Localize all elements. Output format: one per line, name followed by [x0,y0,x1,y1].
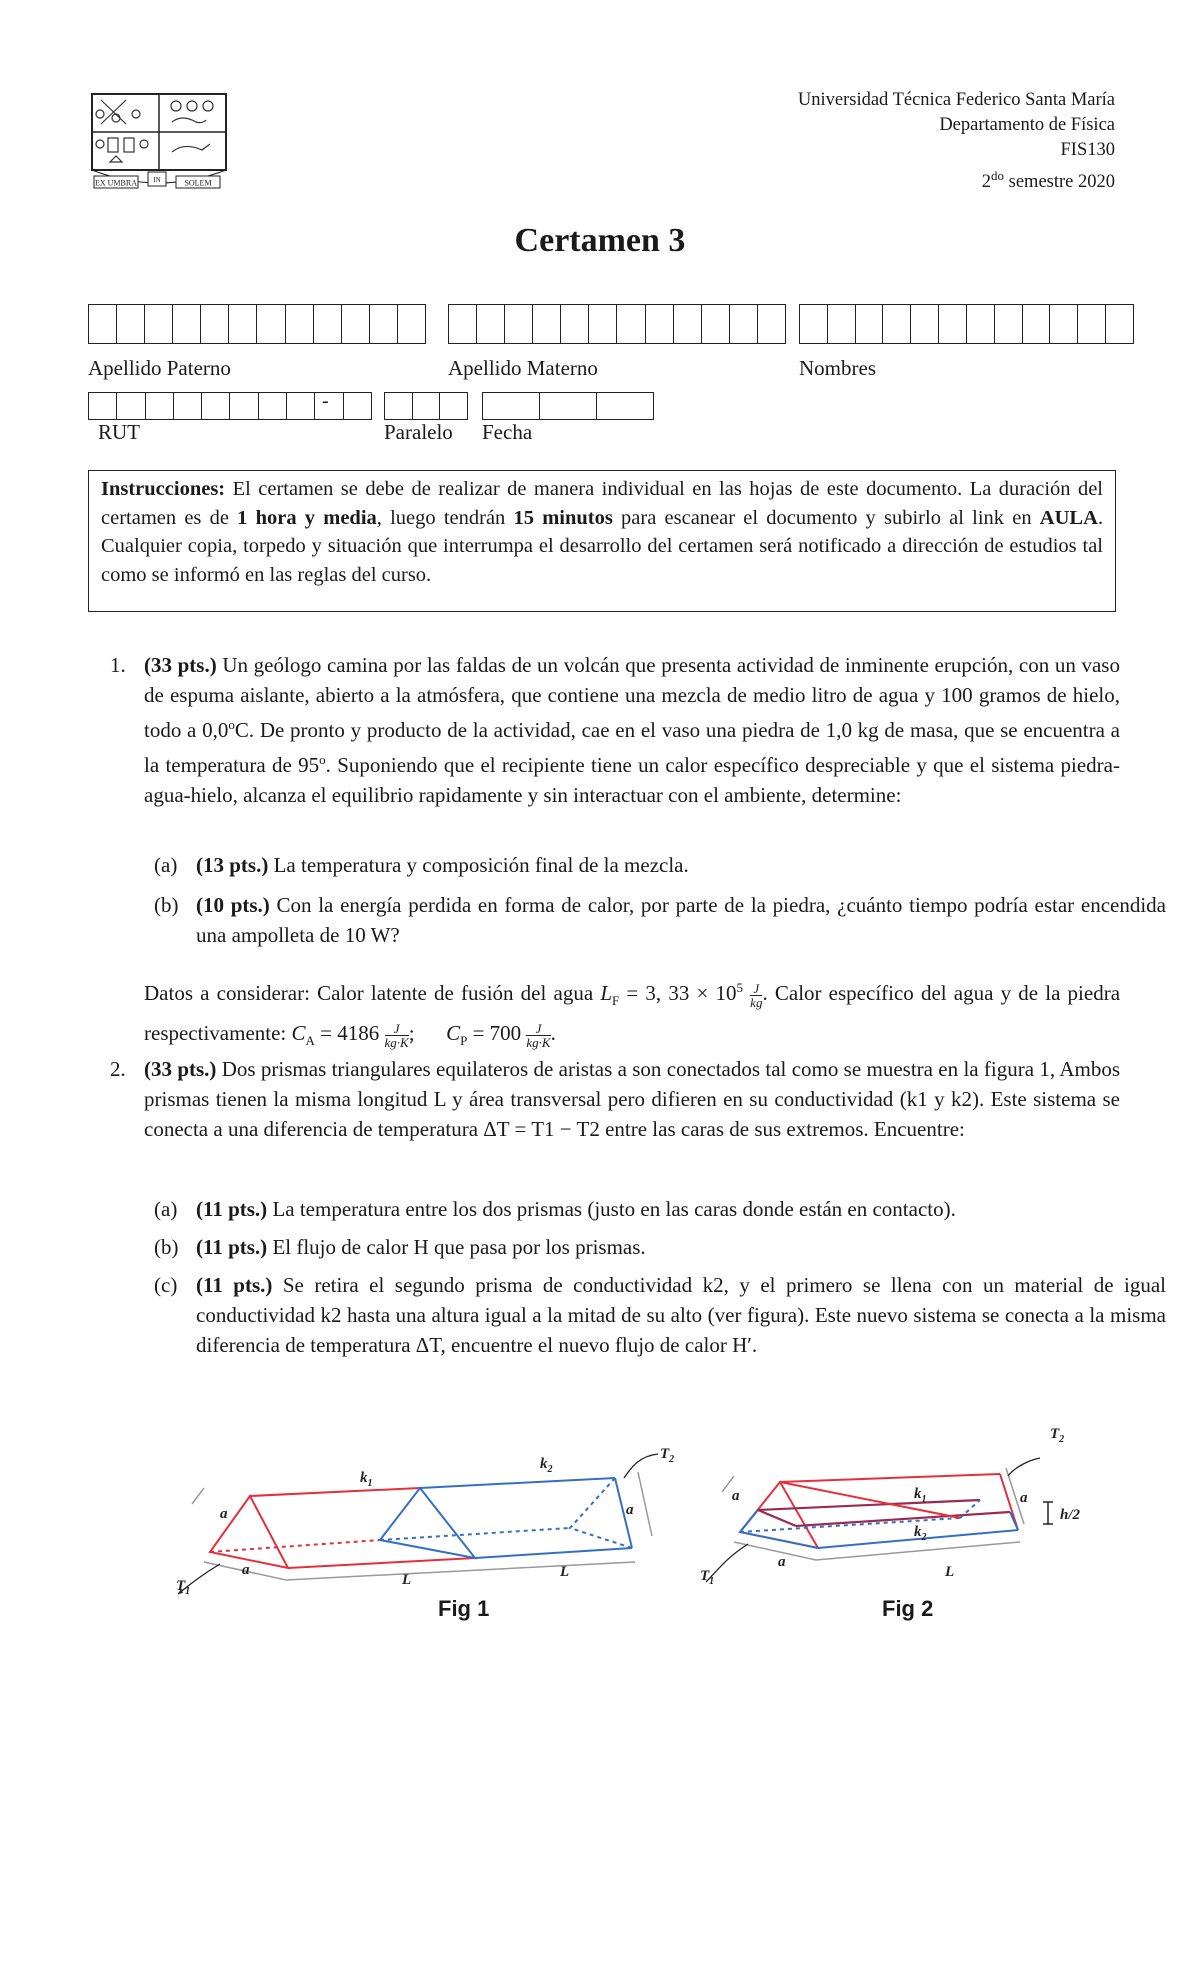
fig1-a-left-label: a [220,1506,228,1522]
fig2-h2-label: h/2 [1060,1507,1081,1523]
semester: $2^{do}$ semestre 2020 [981,168,1115,193]
apellido-paterno-label: Apellido Paterno [88,356,231,380]
instructions-box: Instrucciones: El certamen se debe de realizar de manera individual en las hojas de este documento. La duración del certamen es de 1 hora y media, luego tendrán 15 minutos para escanear el documento y subirlo al link en AULA. Cualquier copia, torpedo y situación que interrumpa el desarrollo del certamen será notificado a dirección de estudios tal como se informó en las reglas del curso. [88,470,1116,612]
fig2-a-right-label: a [1020,1490,1028,1506]
rut-field[interactable] [88,392,372,420]
motto-mid: IN [153,176,161,184]
paralelo-field[interactable] [384,392,468,420]
fig1-T2-label: $T_2$ [660,1446,675,1465]
fig2-T2-label: $T_2$ [1050,1426,1065,1445]
fig2-a-bottom-label: a [778,1554,786,1570]
fig2-k1-label: $k_1$ [914,1486,927,1505]
question-1a: (a) (13 pts.) La temperatura y composición final de la mezcla. [154,853,689,877]
fig1-L1-label: L [402,1572,412,1588]
fecha-label: Fecha [482,420,533,444]
fig2-T1-label: $T_1$ [700,1568,715,1587]
fig1-a-bottom-label: a [242,1562,250,1578]
rut-label: RUT [98,420,140,444]
nombres-label: Nombres [799,356,876,380]
question-1-number: 1. [110,653,126,677]
question-1b: (b) (10 pts.) Con la energía perdida en forma de calor, por parte de la piedra, ¿cuánto tiempo podría estar encendida una ampolleta de 10 W? [154,893,1166,947]
nombres-field[interactable] [799,304,1134,344]
question-2b: (b) (11 pts.) El flujo de calor H que pasa por los prismas. [154,1235,646,1259]
fig1-T1-label: $T_1$ [176,1578,191,1597]
fig2-L-label: L [945,1564,955,1580]
course-header [798,88,1115,195]
department-name: Departamento de Física [939,115,1115,135]
fig2-a-left-label: a [732,1488,740,1504]
university-crest-logo [86,92,232,196]
university-name: Universidad Técnica Federico Santa María [797,90,1115,110]
instructions-label: Instrucciones: [101,478,226,500]
fig1-k1-label: $k_1$ [360,1470,373,1489]
rut-dash: - [322,390,329,412]
question-2a: (a) (11 pts.) La temperatura entre los dos prismas (justo en las caras donde están en contacto). [154,1197,956,1221]
fig1-L2-label: L [560,1564,570,1580]
motto-left: EX UMBRA [94,178,138,188]
figure-1-caption: Fig 1 [438,1596,490,1621]
apellido-materno-field[interactable] [448,304,786,344]
question-1-data: Datos a considerar: Calor latente de fusión del agua $L_F = 3$, $33 \times 10^5$ $\frac{J}{kg}$ . Calor específico del agua y de la piedra respectivamente: $C_A = 4186$ $\frac{J}{kg\cdot K}$ ; $C_P = 700$ $\frac{J}{kg\cdot K}$ . [144,980,1121,1050]
question-2c: (c) (11 pts.) Se retira el segundo prisma de conductividad k2, y el primero se llena con un material de igual conductividad k2 hasta una altura igual a la mitad de su alto (ver figura). Este nuevo sistema se conecta a la misma diferencia de temperatura ΔT, encuentre el nuevo flujo de calor H′. [154,1273,1166,1357]
figure-2-diagram [700,1420,1110,1610]
question-1: 1. (33 pts.) Un geólogo camina por las faldas de un volcán que presenta actividad de inminente erupción, con un vaso de espuma aislante, abierto a la atmósfera, que contiene una mezcla de medio litro de agua y 100 gramos de hielo, todo a 0,0$^o$C. De pronto y producto de la actividad, cae en el vaso una piedra de 1,0 kg de masa, que se encuentra a la temperatura de 95$^o$. Suponiendo que el recipiente tiene un calor específico despreciable y que el sistema piedra-agua-hielo, alcanza el equilibrio rapidamente y sin interactuar con el ambiente, determine: [110,650,1120,810]
apellido-materno-label: Apellido Materno [448,356,598,380]
paralelo-label: Paralelo [384,420,453,444]
motto-right: SOLEM [184,178,212,188]
figure-1-diagram [170,1436,690,1616]
fecha-field[interactable] [482,392,654,420]
fig1-a-right-label: a [626,1502,634,1518]
question-2-number: 2. [110,1057,126,1081]
fig1-k2-label: $k_2$ [540,1456,553,1475]
fig2-k2-label: $k_2$ [914,1524,927,1543]
page-title: Certamen 3 [514,222,686,259]
apellido-paterno-field[interactable] [88,304,426,344]
figure-2-caption: Fig 2 [882,1596,934,1621]
question-2: 2. (33 pts.) Dos prismas triangulares equilateros de aristas a son conectados tal como se muestra en la figura 1, Ambos prismas tienen la misma longitud L y área transversal pero difieren en su conductividad (k1 y k2). Este sistema se conecta a una diferencia de temperatura ΔT = T1 − T2 entre las caras de sus extremos. Encuentre: [110,1054,1120,1144]
course-code: FIS130 [1060,140,1115,160]
